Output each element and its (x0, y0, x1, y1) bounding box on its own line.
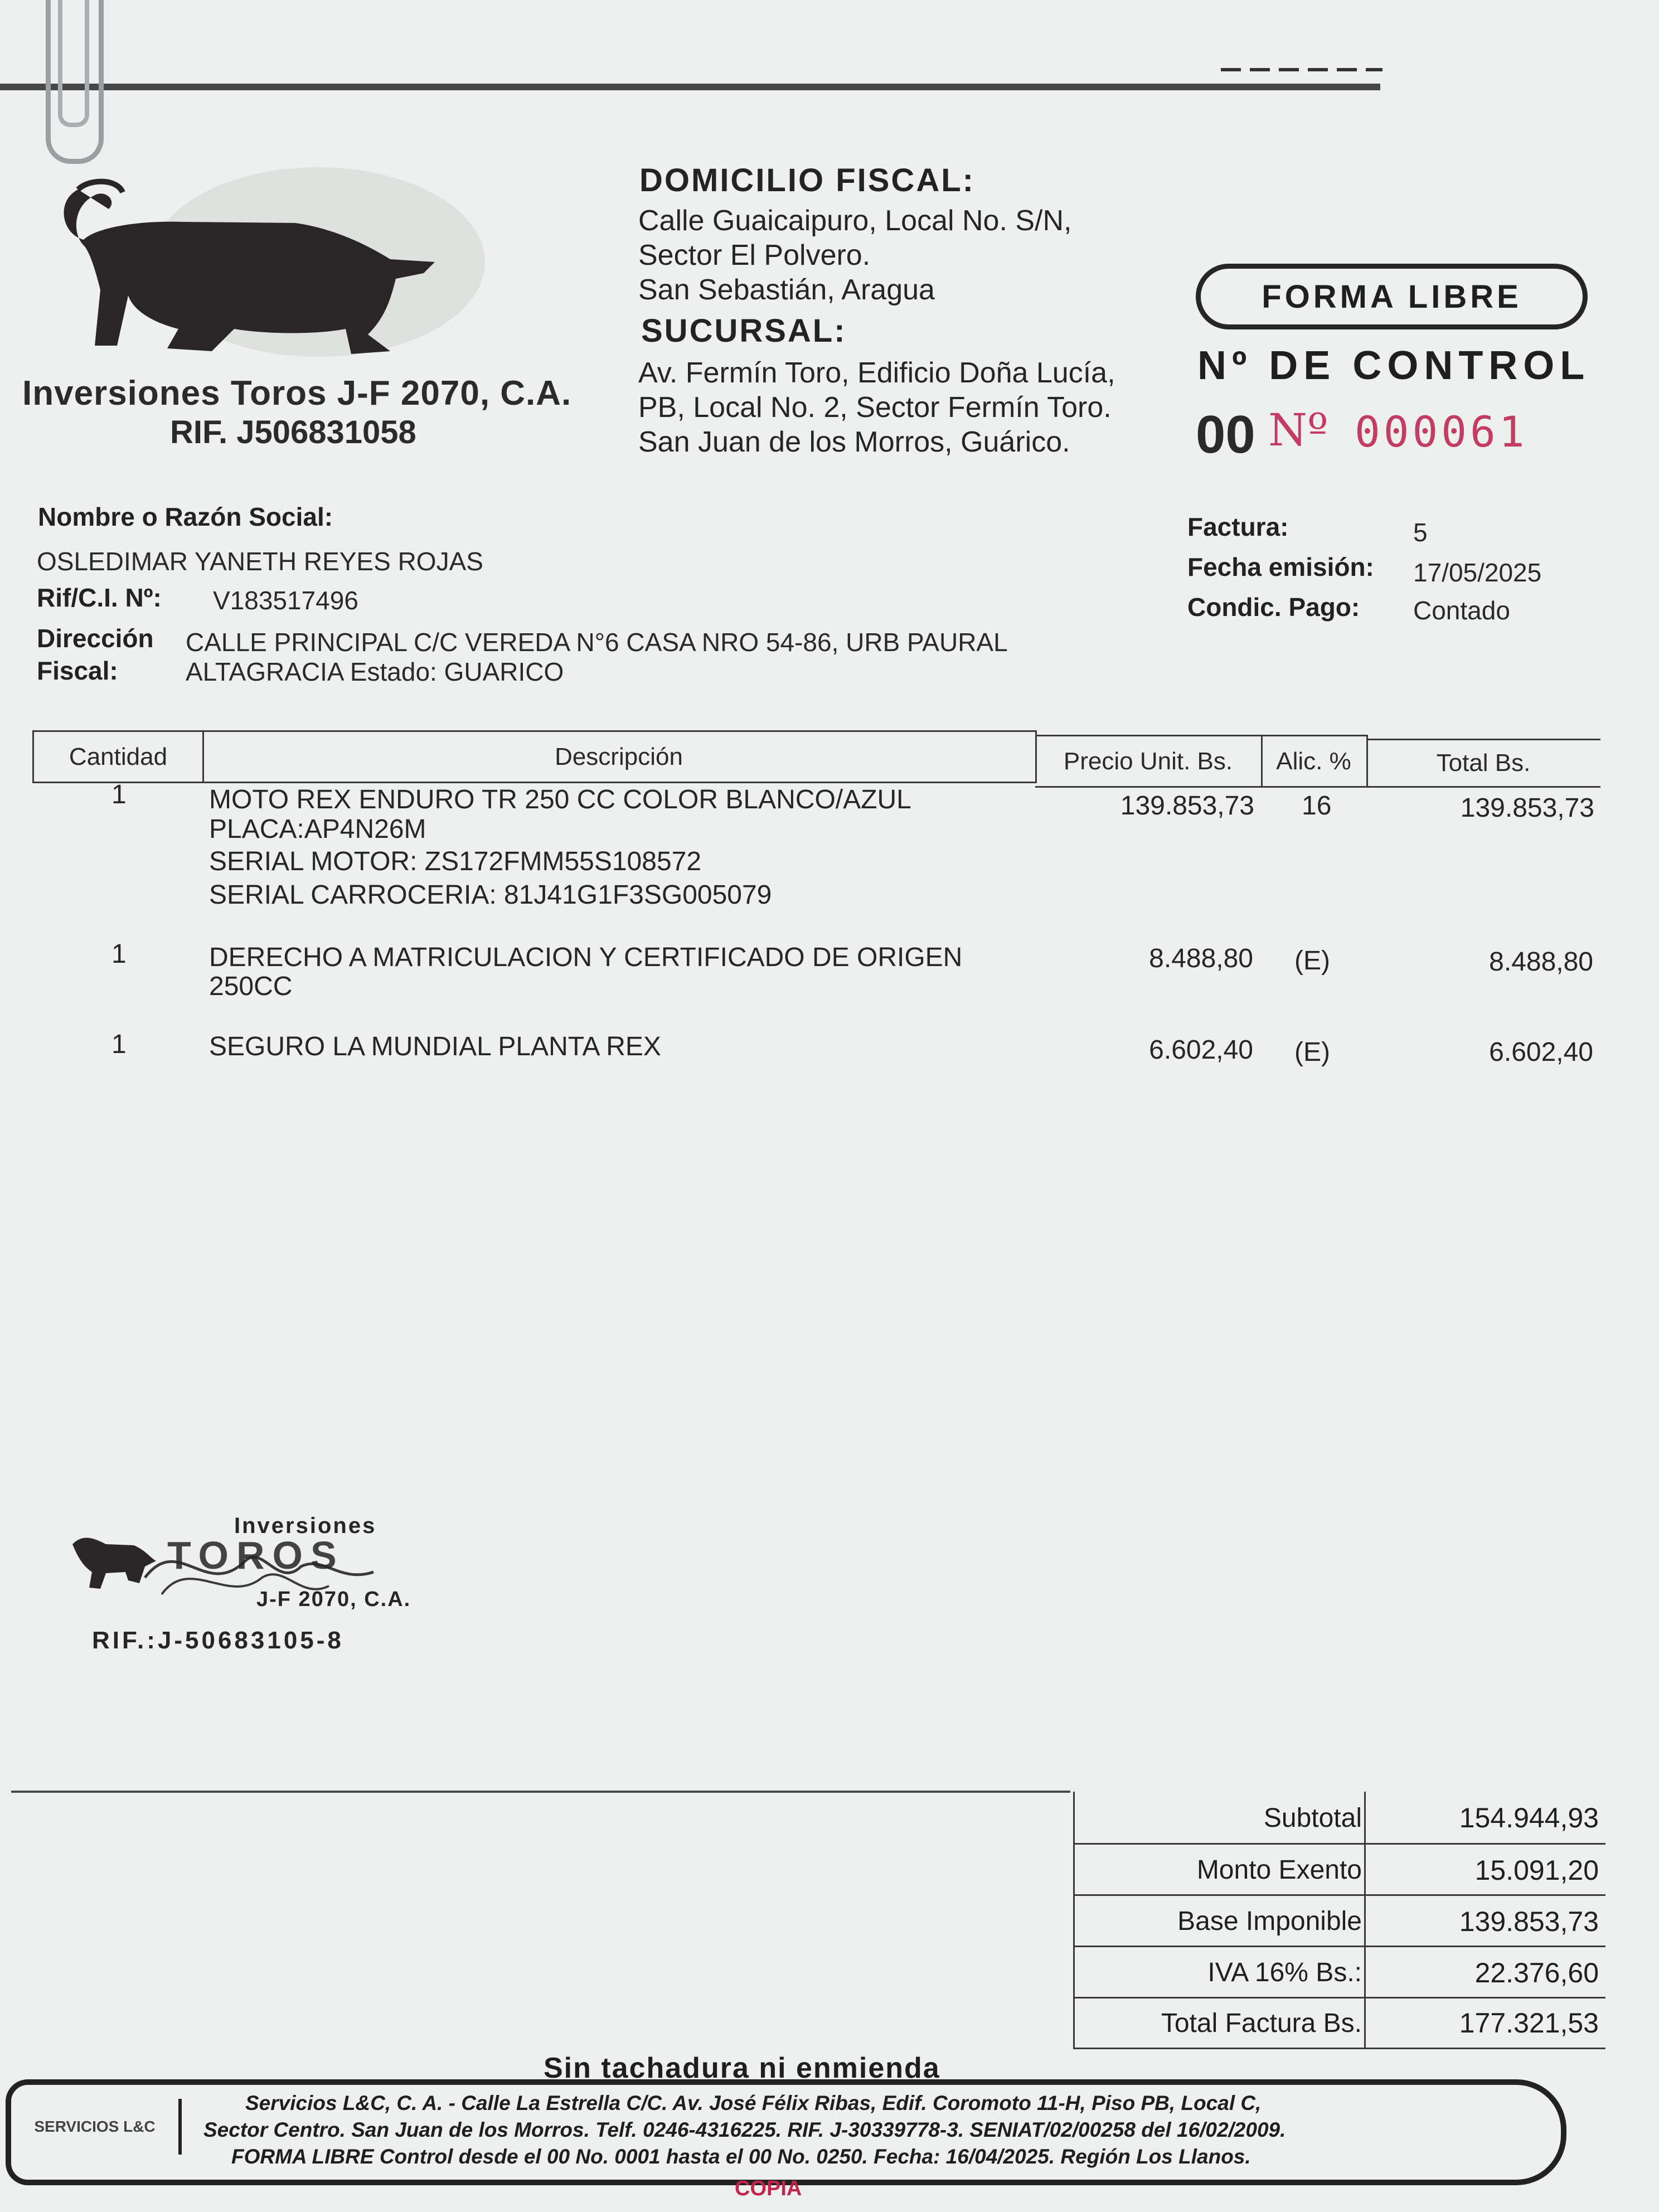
row-description-line: SEGURO LA MUNDIAL PLANTA REX (209, 1032, 661, 1061)
fiscal-address-line: Calle Guaicaipuro, Local No. S/N, (638, 205, 1072, 237)
taxable-base-label: Base Imponible (1073, 1896, 1366, 1947)
fiscal-address (638, 203, 1072, 307)
row-description-line: SERIAL CARROCERIA: 81J41G1F3SG005079 (209, 880, 772, 910)
printer-line: FORMA LIBRE Control desde el 00 No. 0001 hasta el 00 No. 0250. Fecha: 16/04/2025. Región Los Llanos. (231, 2145, 1251, 2168)
row-tax-rate: (E) (1294, 1037, 1330, 1067)
control-number: 000061 (1355, 407, 1528, 457)
client-name-label: Nombre o Razón Social: (38, 502, 333, 531)
row-unit-price: 6.602,40 (1149, 1035, 1253, 1065)
col-header-quantity: Cantidad (32, 730, 204, 783)
row-quantity: 1 (111, 1030, 127, 1059)
copy-label: COPIA (735, 2177, 802, 2200)
row-description-line: 250CC (209, 972, 293, 1001)
printer-line: Servicios L&C, C. A. - Calle La Estrella C/C. Av. José Félix Ribas, Edif. Coromoto 11-H, Piso PB, Local C, (245, 2092, 1262, 2114)
totals-divider (11, 1791, 1070, 1793)
col-header-total: Total Bs. (1366, 739, 1600, 788)
col-header-description: Descripción (202, 730, 1037, 783)
row-description-line: SERIAL MOTOR: ZS172FMM55S108572 (209, 847, 702, 876)
issue-date: 17/05/2025 (1413, 558, 1542, 587)
fiscal-address-line: Sector El Polvero. (638, 239, 871, 271)
control-nro-symbol: Nº (1268, 404, 1328, 456)
stamp-rif: RIF.:J-50683105-8 (92, 1627, 344, 1654)
top-dash-line (1221, 68, 1382, 71)
exempt-amount-label: Monto Exento (1073, 1845, 1366, 1895)
forma-libre-badge: FORMA LIBRE (1196, 264, 1588, 329)
subtotal-value: 154.944,93 (1459, 1802, 1599, 1833)
totals-row (1073, 1946, 1605, 1998)
totals-box (1073, 1792, 1605, 2059)
subtotal-label: Subtotal (1073, 1792, 1366, 1844)
col-header-tax-rate: Alic. % (1261, 735, 1368, 788)
invoice-total-value: 177.321,53 (1459, 2007, 1599, 2039)
totals-row (1073, 1997, 1605, 2049)
control-prefix: 00 (1196, 405, 1255, 464)
printer-line: Sector Centro. San Juan de los Morros. Telf. 0246-4316225. RIF. J-30339778-3. SENIAT/02/00258 del 16/02/2009. (203, 2118, 1286, 2141)
col-header-unit-price: Precio Unit. Bs. (1035, 735, 1263, 788)
invoice-number-label: Factura: (1187, 512, 1289, 541)
branch-address-line: PB, Local No. 2, Sector Fermín Toro. (638, 391, 1112, 424)
no-erasure-notice: Sin tachadura ni enmienda (544, 2052, 940, 2084)
vat-label: IVA 16% Bs.: (1073, 1947, 1366, 1998)
branch-address-line: San Juan de los Morros, Guárico. (638, 426, 1070, 458)
printer-logo-text: SERVICIOS L&C (11, 2099, 182, 2155)
invoice-number: 5 (1413, 518, 1428, 547)
payment-condition-label: Condic. Pago: (1187, 593, 1360, 622)
stamp-line-3: J-F 2070, C.A. (256, 1588, 411, 1611)
row-total: 6.602,40 (1489, 1037, 1593, 1067)
row-total: 8.488,80 (1489, 947, 1593, 977)
fiscal-address-title: DOMICILIO FISCAL: (639, 162, 975, 198)
row-tax-rate: (E) (1294, 946, 1330, 976)
branch-title: SUCURSAL: (641, 313, 847, 349)
client-rif-label: Rif/C.I. Nº: (37, 583, 162, 612)
invoice-total-label: Total Factura Bs. (1073, 1998, 1366, 2048)
client-address-line: ALTAGRACIA Estado: GUARICO (186, 657, 564, 686)
row-quantity: 1 (111, 939, 127, 969)
top-border-line (0, 84, 1380, 90)
row-unit-price: 139.853,73 (1120, 791, 1254, 821)
branch-address-line: Av. Fermín Toro, Edificio Doña Lucía, (638, 357, 1115, 389)
row-description-line: DERECHO A MATRICULACION Y CERTIFICADO DE ORIGEN (209, 943, 963, 972)
row-total: 139.853,73 (1460, 793, 1594, 823)
stamp-line-1: Inversiones (234, 1514, 377, 1538)
row-description-line: PLACA:AP4N26M (209, 814, 426, 844)
row-quantity: 1 (111, 780, 127, 809)
company-name: Inversiones Toros J-F 2070, C.A. (22, 374, 572, 413)
bull-logo-icon (56, 167, 502, 379)
client-address-label-2: Fiscal: (37, 656, 118, 685)
taxable-base-value: 139.853,73 (1459, 1905, 1599, 1937)
row-unit-price: 8.488,80 (1149, 944, 1253, 973)
row-description-line: MOTO REX ENDURO TR 250 CC COLOR BLANCO/AZUL (209, 785, 911, 814)
client-name: OSLEDIMAR YANETH REYES ROJAS (37, 547, 483, 576)
client-address-line: CALLE PRINCIPAL C/C VEREDA N°6 CASA NRO 54-86, URB PAURAL (186, 628, 1008, 657)
vat-value: 22.376,60 (1474, 1957, 1599, 1988)
totals-row (1073, 1843, 1605, 1895)
client-address-label: Dirección (37, 624, 154, 653)
totals-row (1073, 1792, 1605, 1844)
stamp-line-2: TOROS (167, 1534, 345, 1577)
printer-logo (11, 2093, 184, 2160)
control-number-label: Nº DE CONTROL (1197, 343, 1590, 388)
totals-row (1073, 1894, 1605, 1947)
branch-address (638, 356, 1115, 459)
exempt-amount-value: 15.091,20 (1474, 1854, 1599, 1886)
company-rif: RIF. J506831058 (170, 414, 416, 450)
client-rif: V183517496 (213, 586, 358, 615)
issue-date-label: Fecha emisión: (1187, 552, 1374, 581)
row-tax-rate: 16 (1302, 791, 1332, 821)
paperclip-inner (58, 0, 89, 127)
stamp-bull-icon (72, 1537, 156, 1589)
payment-condition: Contado (1413, 596, 1510, 625)
fiscal-address-line: San Sebastián, Aragua (638, 274, 935, 306)
